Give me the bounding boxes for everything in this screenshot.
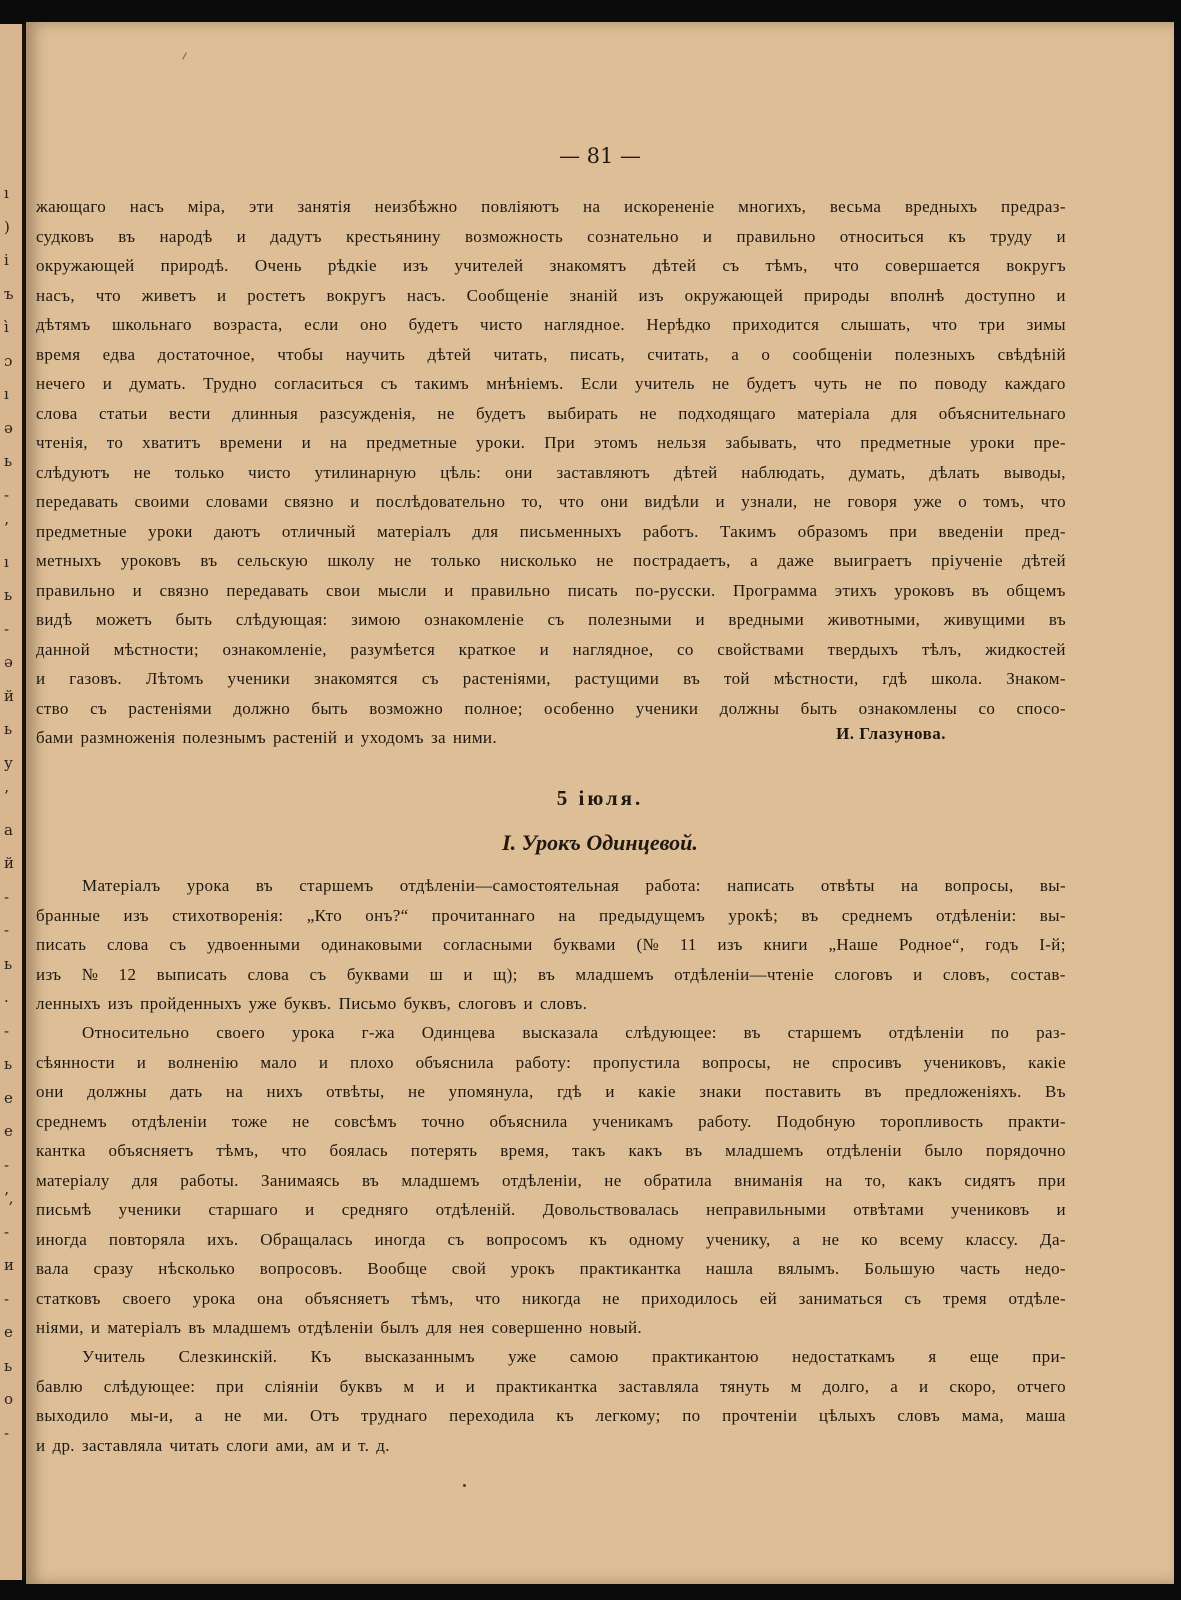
text-line: ленныхъ изъ пройденныхъ уже буквъ. Письмо буквъ, слоговъ и словъ. xyxy=(36,994,588,1013)
text-line: выходило мы-и, а не ми. Отъ труднаго переходила къ легкому; по прочтеніи цѣлыхъ словъ мама, маша xyxy=(36,1406,1066,1425)
text-line: чтенія, то хватитъ времени и на предметные уроки. При этомъ нельзя забывать, что предметные уроки пре- xyxy=(36,433,1066,452)
text-line: передавать своими словами связно и послѣдовательно то, что они видѣли и узнали, не говоря уже о томъ, что xyxy=(36,492,1066,511)
text-line: Относительно своего урока г-жа Одинцева высказала слѣдующее: въ старшемъ отдѣленіи по раз- xyxy=(82,1023,1066,1042)
facing-page-fragment: ɔ xyxy=(4,351,13,370)
text-line: бранные изъ стихотворенія: „Кто онъ?“ прочитаннаго на предыдущемъ урокѣ; въ среднемъ отдѣленіи: вы- xyxy=(36,905,1066,925)
text-line: вала сразу нѣсколько вопросовъ. Вообще свой урокъ практикантка нашла вялымъ. Большую часть недо- xyxy=(36,1259,1066,1278)
text-line: жающаго насъ міра, эти занятія неизбѣжно повліяютъ на искорененіе многихъ, весьма вредныхъ предраз- xyxy=(36,197,1066,216)
facing-page-fragment: - xyxy=(4,921,10,939)
text-line: Матеріалъ урока въ старшемъ отдѣленіи—самостоятельная работа: написать отвѣты на вопросы, вы- xyxy=(82,876,1066,895)
text-line: кантка объясняетъ тѣмъ, что боялась потерять время, такъ какъ въ младшемъ отдѣленіи было порядочно xyxy=(36,1141,1066,1160)
text-line: они должны дать на нихъ отвѣты, не упомянула, гдѣ и какіе знаки поставить въ предложеніяхъ. Въ xyxy=(36,1082,1066,1101)
ink-speck xyxy=(463,1484,466,1487)
facing-page-fragment: ə xyxy=(4,418,13,437)
facing-page-fragment: ь xyxy=(4,1356,13,1375)
facing-page-fragment: ì xyxy=(4,318,9,336)
text-line: судковъ въ народѣ и дадутъ крестьянину возможность сознательно и правильно относиться къ труду и xyxy=(36,226,1066,246)
text-line: Учитель Слезкинскій. Къ высказаннымъ уже самою практикантою недостаткамъ я еще при- xyxy=(82,1347,1066,1366)
facing-page-fragment: ’ xyxy=(4,787,9,805)
facing-page-fragment: - xyxy=(4,619,10,638)
document-page xyxy=(26,22,1174,1584)
text-line: и др. заставляла читать слоги ами, ам и т. д. xyxy=(36,1435,390,1455)
text-line: и газовъ. Лѣтомъ ученики знакомятся съ растеніями, растущими въ той мѣстности, гдѣ школа. Знаком- xyxy=(36,669,1066,688)
facing-page-fragment: ь xyxy=(4,1055,13,1073)
facing-page-edge xyxy=(0,24,25,1580)
author-signature: И. Глазунова. xyxy=(836,724,946,743)
facing-page-fragment: е xyxy=(4,1323,13,1341)
text-line: слова статьи вести длинныя разсужденія, не будетъ выбирать не подходящаго матеріала для объяснительнаго xyxy=(36,403,1066,423)
facing-page-fragment: - xyxy=(4,1423,10,1442)
facing-page-fragment: ə xyxy=(4,653,13,671)
ink-mark xyxy=(182,52,187,59)
facing-page-fragment: у xyxy=(4,753,13,772)
facing-page-fragment: ı xyxy=(4,385,9,403)
paragraph-4 xyxy=(36,1342,1066,1460)
facing-page-fragment: й xyxy=(4,854,14,872)
text-line: ніями, и матеріалъ въ младшемъ отдѣленіи былъ для нея совершенно новый. xyxy=(36,1318,643,1337)
facing-page-fragment: - xyxy=(4,485,10,504)
text-line: слѣдуютъ не только чисто утилинарную цѣль: они заставляютъ дѣтей наблюдать, думать, дѣлать выводы, xyxy=(36,462,1066,482)
facing-page-fragment: - xyxy=(4,1222,10,1241)
facing-page-fragment: ı xyxy=(4,184,9,202)
facing-page-fragment: - xyxy=(4,1155,10,1174)
facing-page-fragment: о xyxy=(4,1390,14,1408)
facing-page-fragment: и xyxy=(4,1256,14,1274)
text-line: дѣтямъ школьнаго возраста, если оно будетъ чисто наглядное. Нерѣдко приходится слышать, что три зимы xyxy=(36,315,1066,334)
facing-page-fragment: ь xyxy=(4,452,13,470)
facing-page-fragment: ı xyxy=(4,552,9,571)
page-number: — 81 — xyxy=(558,144,642,168)
facing-page-fragment: - xyxy=(4,887,10,906)
text-line: нечего и думать. Трудно согласиться съ такимъ мнѣніемъ. Если учитель не будетъ чуть не по поводу каждаго xyxy=(36,374,1066,393)
facing-page-fragment: е xyxy=(4,1122,13,1140)
facing-page-fragment: а xyxy=(4,820,13,839)
lesson-heading: I. Урокъ Одинцевой. xyxy=(502,830,698,855)
text-line: матеріалу для работы. Занимаясь въ младшемъ отдѣленіи, не обратила вниманія на то, какъ сидятъ при xyxy=(36,1170,1066,1190)
facing-page-fragment: . xyxy=(4,988,9,1006)
text-line: предметные уроки даютъ отличный матеріалъ для письменныхъ работъ. Такимъ образомъ при введеніи пред- xyxy=(36,521,1066,541)
text-line: данной мѣстности; ознакомленіе, разумѣется краткое и наглядное, со свойствами твердыхъ тѣлъ, жидкостей xyxy=(36,639,1066,659)
facing-page-fragment: - xyxy=(4,1021,10,1040)
text-line: метныхъ уроковъ въ сельскую школу не только нисколько не пострадаетъ, а даже выиграетъ пріученіе дѣтей xyxy=(36,551,1066,570)
text-line: ство съ растеніями должно быть возможно полное; особенно ученики должны быть ознакомлены со спосо- xyxy=(36,698,1066,718)
text-line: среднемъ отдѣленіи тоже не совсѣмъ точно объяснила ученикамъ работу. Подобную торопливость практи- xyxy=(36,1111,1066,1131)
facing-page-fragment: ’, xyxy=(4,1189,14,1207)
facing-page-fragment: ъ xyxy=(4,284,14,303)
text-line: иногда повторяла ихъ. Обращалась иногда съ вопросомъ къ одному ученику, а не ко всему классу. Да- xyxy=(36,1229,1066,1249)
text-line: окружающей природѣ. Очень рѣдкіе изъ учителей знакомятъ дѣтей съ тѣмъ, что совершается вокругъ xyxy=(36,256,1066,275)
facing-page-fragment: й xyxy=(4,686,14,705)
paragraph-1 xyxy=(36,192,1066,753)
text-line: сѣянности и волненію мало и плохо объяснила работу: пропустила вопросы, не спросивъ учениковъ, какіе xyxy=(36,1052,1066,1072)
facing-page-fragment: - xyxy=(4,1289,10,1308)
facing-page-fragment: і xyxy=(4,251,9,269)
paragraph-3 xyxy=(36,1018,1066,1343)
text-line: письмѣ ученики старшаго и средняго отдѣленій. Довольствовалась неправильными отвѣтами учениковъ и xyxy=(36,1200,1066,1219)
text-line: правильно и связно передавать свои мысли и правильно писать по-русски. Программа этихъ уроковъ въ общемъ xyxy=(36,580,1066,600)
facing-page-fragment: ’ xyxy=(4,519,9,537)
facing-page-fragment: ь xyxy=(4,954,13,973)
text-line: время едва достаточное, чтобы научить дѣтей читать, писать, считать, а о сообщеніи полезныхъ свѣдѣній xyxy=(36,344,1066,364)
date-heading: 5 іюля. xyxy=(556,786,644,810)
text-line: насъ, что живетъ и ростетъ вокругъ насъ. Сообщеніе знаній изъ окружающей природы вполнѣ доступно и xyxy=(36,285,1066,305)
text-line: изъ № 12 выписать слова съ буквами ш и щ); въ младшемъ отдѣленіи—чтеніе слоговъ и словъ, состав- xyxy=(36,964,1066,984)
facing-page-fragment: ь xyxy=(4,720,13,738)
text-line: бавлю слѣдующее: при сліяніи буквъ м и и практикантка заставляла тянуть м долго, а и скоро, отчего xyxy=(36,1376,1066,1396)
paragraph-2 xyxy=(36,871,1066,1019)
text-line: статковъ своего урока она объясняетъ тѣмъ, что никогда не приходилось ей заниматься съ тремя отдѣле- xyxy=(36,1288,1066,1308)
text-line: писать слова съ удвоенными одинаковыми согласными буквами (№ 11 изъ книги „Наше Родное“, годъ I-й; xyxy=(36,935,1066,954)
facing-page-fragment: е xyxy=(4,1088,13,1107)
text-line: видѣ можетъ быть слѣдующая: зимою ознакомленіе съ полезными и вредными животными, живущими въ xyxy=(36,610,1066,629)
facing-page-fragment: ) xyxy=(4,217,10,236)
text-line: бами размноженія полезнымъ растеній и уходомъ за ними. xyxy=(36,728,497,747)
facing-page-fragment: ь xyxy=(4,586,13,604)
